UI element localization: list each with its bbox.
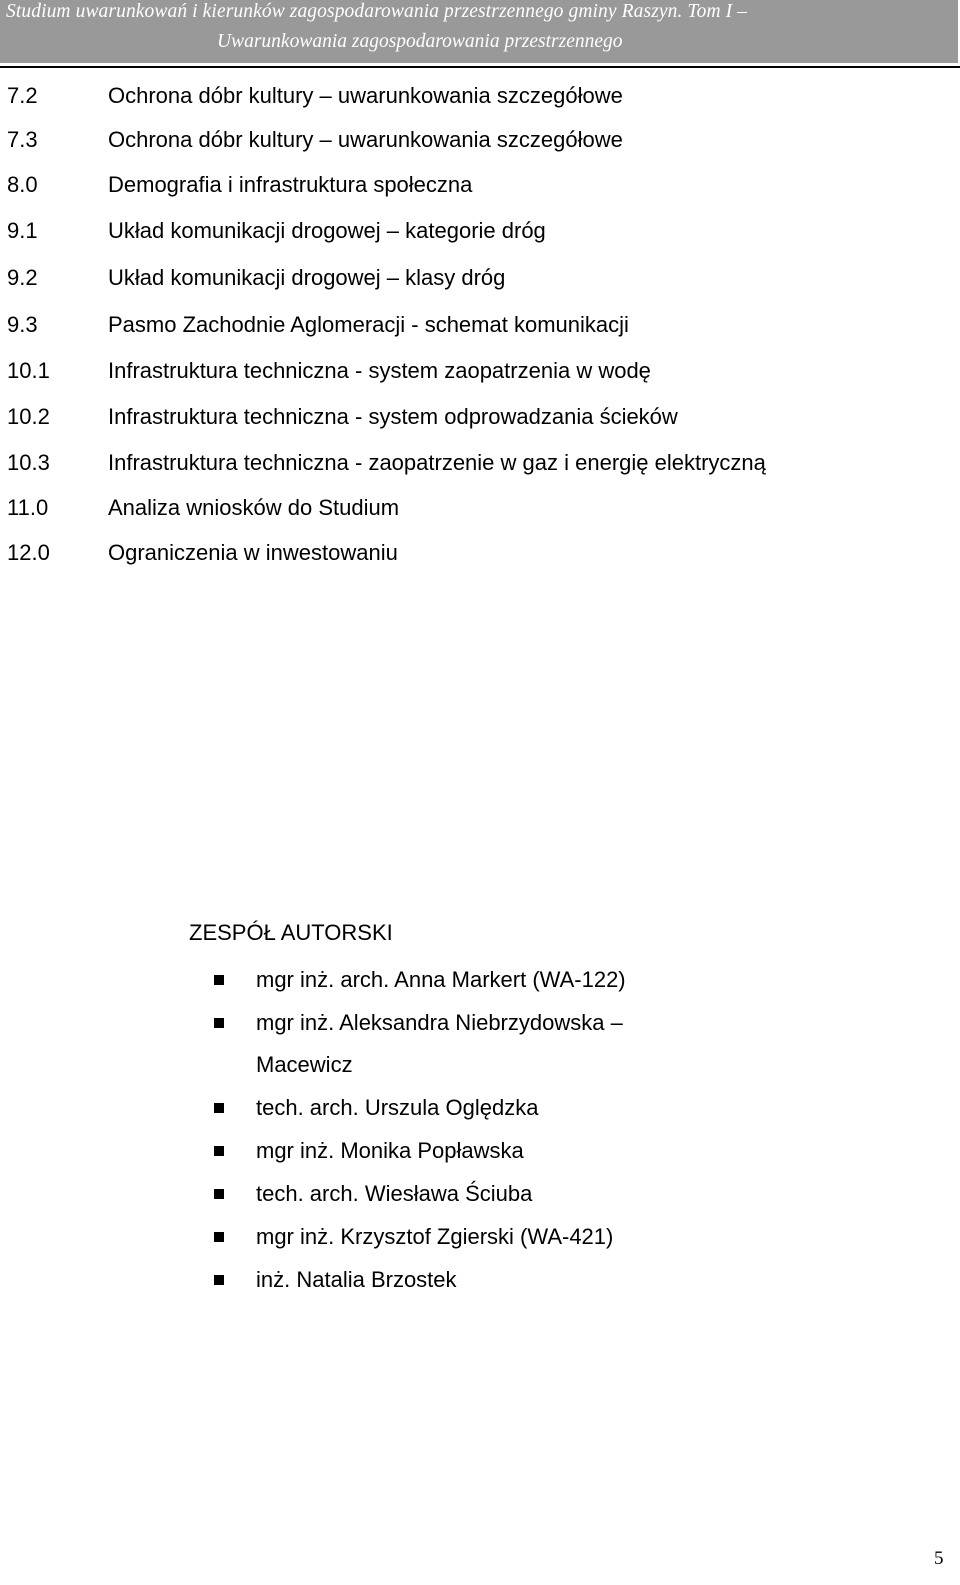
square-bullet-icon (214, 975, 224, 985)
square-bullet-icon (214, 1018, 224, 1028)
square-bullet-icon (214, 1103, 224, 1113)
toc-number: 8.0 (7, 172, 38, 197)
author-name: tech. arch. Wiesława Ściuba (256, 1181, 533, 1206)
author-name: mgr inż. arch. Anna Markert (WA-122) (256, 967, 626, 992)
toc-number: 10.1 (7, 358, 50, 383)
author-name: mgr inż. Krzysztof Zgierski (WA-421) (256, 1224, 614, 1249)
toc-title: Ograniczenia w inwestowaniu (108, 540, 398, 565)
page-number: 5 (934, 1548, 944, 1569)
author-name: mgr inż. Monika Popławska (256, 1138, 524, 1163)
document-header (0, 0, 960, 63)
toc-number: 9.1 (7, 218, 38, 243)
toc-title: Ochrona dóbr kultury – uwarunkowania szczegółowe (108, 83, 623, 108)
toc-number: 9.3 (7, 312, 38, 337)
toc-number: 11.0 (7, 495, 49, 520)
toc-title: Pasmo Zachodnie Aglomeracji - schemat komunikacji (108, 312, 629, 337)
toc-number: 9.2 (7, 265, 38, 290)
square-bullet-icon (214, 1275, 224, 1285)
header-title-line1: Studium uwarunkowań i kierunków zagospodarowania przestrzennego gminy Raszyn. Tom I – (6, 1, 748, 22)
author-name-continuation: Macewicz (256, 1052, 353, 1077)
toc-number: 12.0 (7, 540, 50, 565)
toc-title: Demografia i infrastruktura społeczna (108, 172, 473, 197)
header-divider (0, 66, 960, 68)
toc-title: Infrastruktura techniczna - system zaopatrzenia w wodę (108, 358, 651, 383)
toc-number: 7.3 (7, 127, 38, 152)
toc-title: Infrastruktura techniczna - zaopatrzenie w gaz i energię elektryczną (108, 450, 766, 475)
toc-number: 10.3 (7, 450, 50, 475)
authors-heading: ZESPÓŁ AUTORSKI (189, 920, 393, 945)
toc-title: Układ komunikacji drogowej – kategorie dróg (108, 218, 546, 243)
toc-title: Układ komunikacji drogowej – klasy dróg (108, 265, 506, 290)
toc-title: Analiza wniosków do Studium (108, 495, 400, 520)
toc-number: 7.2 (7, 83, 38, 108)
toc-number: 10.2 (7, 404, 50, 429)
header-title-line2: Uwarunkowania zagospodarowania przestrzennego (217, 31, 623, 52)
toc-title: Ochrona dóbr kultury – uwarunkowania szczegółowe (108, 127, 623, 152)
square-bullet-icon (214, 1146, 224, 1156)
toc-title: Infrastruktura techniczna - system odprowadzania ścieków (108, 404, 678, 429)
author-name: mgr inż. Aleksandra Niebrzydowska – (256, 1010, 623, 1035)
author-name: tech. arch. Urszula Oględzka (256, 1095, 539, 1120)
square-bullet-icon (214, 1189, 224, 1199)
author-name: inż. Natalia Brzostek (256, 1267, 457, 1292)
square-bullet-icon (214, 1232, 224, 1242)
